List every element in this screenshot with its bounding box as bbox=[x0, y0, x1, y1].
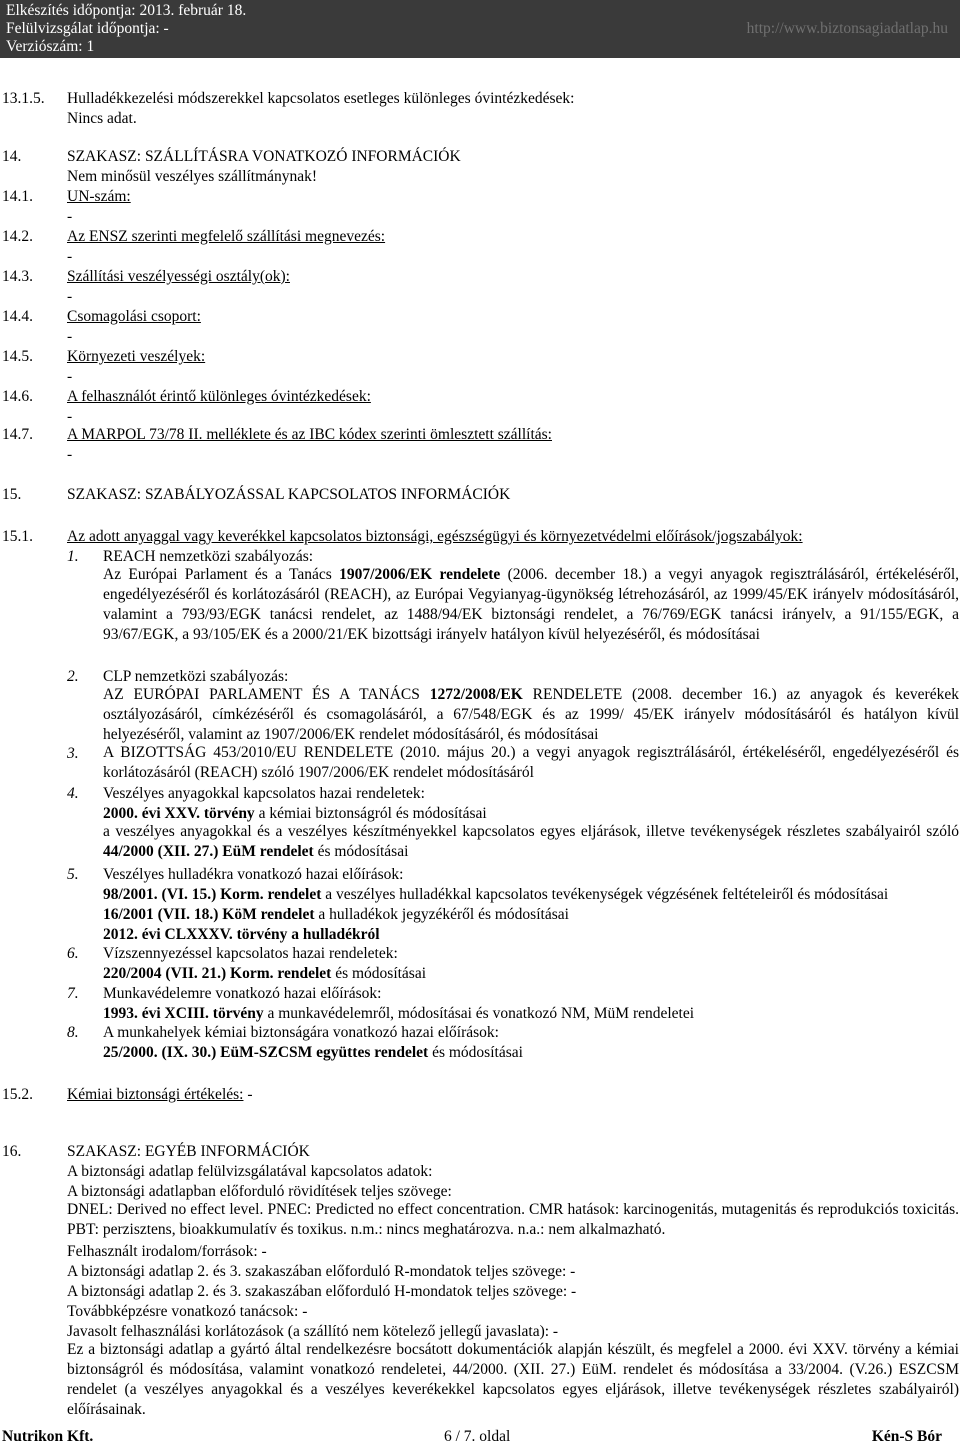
reg-4-line-1: 2000. évi XXV. törvény a kémiai biztonságról és módosításai bbox=[103, 805, 487, 822]
reg-7-line-1: 1993. évi XCIII. törvény a munkavédelemről, módosításai és vonatkozó NM, MüM rendeletei bbox=[103, 1005, 695, 1022]
section-13-1-5-title: Hulladékkezelési módszerekkel kapcsolatos esetleges különleges óvintézkedések: bbox=[67, 90, 575, 107]
section-14-subtitle: Nem minősül veszélyes szállítmánynak! bbox=[67, 168, 318, 185]
page-header bbox=[0, 0, 960, 58]
section-14-2-number: 14.2. bbox=[2, 228, 33, 245]
section-14-4-number: 14.4. bbox=[2, 308, 33, 325]
section-14-6-number: 14.6. bbox=[2, 388, 33, 405]
reg-5-title: Veszélyes hulladékra vonatkozó hazai előírások: bbox=[103, 866, 404, 883]
section-15-2-line bbox=[67, 1086, 253, 1104]
reg-7-number: 7. bbox=[67, 985, 79, 1002]
section-14-6-label: A felhasználót érintő különleges óvintézkedések: bbox=[67, 388, 371, 405]
section-14-3-value: - bbox=[67, 288, 73, 305]
section-16-number: 16. bbox=[2, 1143, 22, 1160]
section-14-7-value: - bbox=[67, 446, 73, 463]
section-14-title: SZAKASZ: SZÁLLÍTÁSRA VONATKOZÓ INFORMÁCIÓK bbox=[67, 148, 461, 165]
reg-3-text: A BIZOTTSÁG 453/2010/EU RENDELETE (2010. május 20.) a vegyi anyagok regisztrálásáról, értékeléséről, engedélyezéséről és korlátozásáról (REACH) szóló 1907/2006/EK rendelet módosításáról bbox=[103, 744, 959, 781]
section-16-line-7: Továbbképzésre vonatkozó tanácsok: - bbox=[67, 1303, 308, 1320]
reg-2-title: CLP nemzetközi szabályozás: bbox=[103, 668, 289, 685]
header-created-date: Elkészítés időpontja: 2013. február 18. bbox=[6, 2, 247, 19]
reg-7-title: Munkavédelemre vonatkozó hazai előírások: bbox=[103, 985, 382, 1002]
reg-5-line-3: 2012. évi CLXXXV. törvény a hulladékról bbox=[103, 926, 380, 943]
reg-2-number: 2. bbox=[67, 668, 79, 685]
section-14-number: 14. bbox=[2, 148, 22, 165]
section-16-closing-paragraph: Ez a biztonsági adatlap a gyártó által rendelkezésre bocsátott dokumentációk alapján készült, és megfelel a 2000. évi XXV. törvény a kémiai biztonságról és módosítása, valamint vonatkozó rendeletei, 44/2000. (XII. 27.) EüM. rendelet és módosítása a 33/2004. (V.26.) ESZCSM rendelet (a veszélyes anyagokkal és a veszélyes keverékekkel kapcsolatos egyes eljárások, illetve tevékenységek részletes szabályairól) előírásainak. bbox=[67, 1341, 959, 1418]
section-13-1-5-value: Nincs adat. bbox=[67, 110, 137, 127]
reg-4-line-2: a veszélyes anyagokkal és a veszélyes készítményekkel kapcsolatos egyes eljárások, illetve tevékenységek részletes szabályairól szóló 44/2000 (XII. 27.) EüM rendelet és módosításai bbox=[103, 823, 959, 860]
section-14-1-value: - bbox=[67, 208, 73, 225]
section-14-1-number: 14.1. bbox=[2, 188, 33, 205]
section-15-1-number: 15.1. bbox=[2, 528, 33, 545]
footer-product-name: Kén-S Bór bbox=[871, 1428, 942, 1445]
header-review-date: Felülvizsgálat időpontja: - bbox=[6, 20, 169, 37]
section-14-1-label: UN-szám: bbox=[67, 188, 131, 205]
reg-1-title: REACH nemzetközi szabályozás: bbox=[103, 548, 314, 565]
reg-1-text: Az Európai Parlament és a Tanács 1907/2006/EK rendelete (2006. december 18.) a vegyi anyagok regisztrálásáról, értékeléséről, engedélyezéséről és korlátozásáról (REACH), az Európai Vegyianyag-ügynökség létrehozásáról, az 1999/45/EK irányelv módosításáról, valamint a 793/93/EGK tanácsi rendelet, az 1488/94/EK biztonsági rendelet, a 76/769/EGK tanácsi irányelv, a 91/155/EGK, a 93/67/EGK, a 93/105/EK és a 2000/21/EK bizottsági irányelv hatályon kívül helyezéséről, és módosításai bbox=[103, 566, 960, 643]
section-14-7-number: 14.7. bbox=[2, 426, 33, 443]
reg-6-title: Vízszennyezéssel kapcsolatos hazai rendeletek: bbox=[103, 945, 398, 962]
reg-3-number: 3. bbox=[67, 745, 79, 762]
section-16-line-5: A biztonsági adatlap 2. és 3. szakaszában előforduló R-mondatok teljes szövege: - bbox=[67, 1263, 576, 1280]
section-14-5-value: - bbox=[67, 368, 73, 385]
section-14-4-value: - bbox=[67, 328, 73, 345]
section-16-abbreviations: DNEL: Derived no effect level. PNEC: Predicted no effect concentration. CMR hatások: karcinogenitás, mutagenitás és reprodukciós toxicitás. PBT: perzisztens, bioakkumulatív és toxikus. n.m.: nincs meghatározva. n.a.: nem alkalmazható. bbox=[67, 1201, 959, 1238]
section-16-line-4: Felhasznált irodalom/források: - bbox=[67, 1243, 267, 1260]
section-15-2-value: - bbox=[243, 1086, 253, 1103]
reg-5-number: 5. bbox=[67, 866, 79, 883]
section-15-title: SZAKASZ: SZABÁLYOZÁSSAL KAPCSOLATOS INFORMÁCIÓK bbox=[67, 486, 511, 503]
section-14-3-label: Szállítási veszélyességi osztály(ok): bbox=[67, 268, 290, 285]
section-16-line-1: A biztonsági adatlap felülvizsgálatával kapcsolatos adatok: bbox=[67, 1163, 433, 1180]
section-14-2-label: Az ENSZ szerinti megfelelő szállítási megnevezés: bbox=[67, 228, 386, 245]
footer-page-number: 6 / 7. oldal bbox=[444, 1428, 511, 1445]
reg-5-line-2: 16/2001 (VII. 18.) KöM rendelet a hulladékok jegyzékéről és módosításai bbox=[103, 906, 569, 923]
header-url-link[interactable]: http://www.biztonsagiadatlap.hu bbox=[746, 20, 948, 37]
reg-8-line-1: 25/2000. (IX. 30.) EüM-SZCSM együttes rendelet és módosításai bbox=[103, 1044, 523, 1061]
reg-1-number: 1. bbox=[67, 548, 79, 565]
reg-8-number: 8. bbox=[67, 1024, 79, 1041]
section-15-1-title: Az adott anyaggal vagy keverékkel kapcsolatos biztonsági, egészségügyi és környezetvédelmi előírások/jogszabályok: bbox=[67, 528, 803, 545]
section-14-4-label: Csomagolási csoport: bbox=[67, 308, 201, 325]
footer-company: Nutrikon Kft. bbox=[2, 1428, 94, 1445]
section-15-2-label: Kémiai biztonsági értékelés: bbox=[67, 1086, 244, 1103]
section-14-3-number: 14.3. bbox=[2, 268, 33, 285]
reg-2-text: AZ EURÓPAI PARLAMENT ÉS A TANÁCS 1272/2008/EK RENDELETE (2008. december 16.) az anyagok és keverékek osztályozásáról, címkézéséről és csomagolásáról, a 67/548/EGK és az 1999/ 45/EK irányelv módosításáról és hatályon kívül helyezéséről, valamint az 1907/2006/EK rendelet módosításáról, és módosításai bbox=[103, 686, 959, 743]
section-14-2-value: - bbox=[67, 248, 73, 265]
section-15-2-number: 15.2. bbox=[2, 1086, 33, 1103]
section-16-line-8: Javasolt felhasználási korlátozások (a szállító nem kötelező jellegű javaslata): - bbox=[67, 1323, 559, 1340]
reg-4-title: Veszélyes anyagokkal kapcsolatos hazai rendeletek: bbox=[103, 785, 425, 802]
reg-5-line-1: 98/2001. (VI. 15.) Korm. rendelet a veszélyes hulladékkal kapcsolatos tevékenységek végzésének feltételeiről és módosításai bbox=[103, 886, 889, 903]
reg-6-number: 6. bbox=[67, 945, 79, 962]
header-version: Verziószám: 1 bbox=[6, 38, 95, 55]
section-16-line-6: A biztonsági adatlap 2. és 3. szakaszában előforduló H-mondatok teljes szövege: - bbox=[67, 1283, 577, 1300]
section-14-5-label: Környezeti veszélyek: bbox=[67, 348, 206, 365]
section-14-5-number: 14.5. bbox=[2, 348, 33, 365]
section-13-1-5-number: 13.1.5. bbox=[2, 90, 45, 107]
reg-6-line-1: 220/2004 (VII. 21.) Korm. rendelet és módosításai bbox=[103, 965, 427, 982]
section-16-line-2: A biztonsági adatlapban előforduló rövidítések teljes szövege: bbox=[67, 1183, 452, 1200]
reg-8-title: A munkahelyek kémiai biztonságára vonatkozó hazai előírások: bbox=[103, 1024, 499, 1041]
reg-4-number: 4. bbox=[67, 785, 79, 802]
section-14-6-value: - bbox=[67, 408, 73, 425]
section-16-title: SZAKASZ: EGYÉB INFORMÁCIÓK bbox=[67, 1143, 310, 1160]
section-15-number: 15. bbox=[2, 486, 22, 503]
section-14-7-label: A MARPOL 73/78 II. melléklete és az IBC kódex szerinti ömlesztett szállítás: bbox=[67, 426, 552, 443]
